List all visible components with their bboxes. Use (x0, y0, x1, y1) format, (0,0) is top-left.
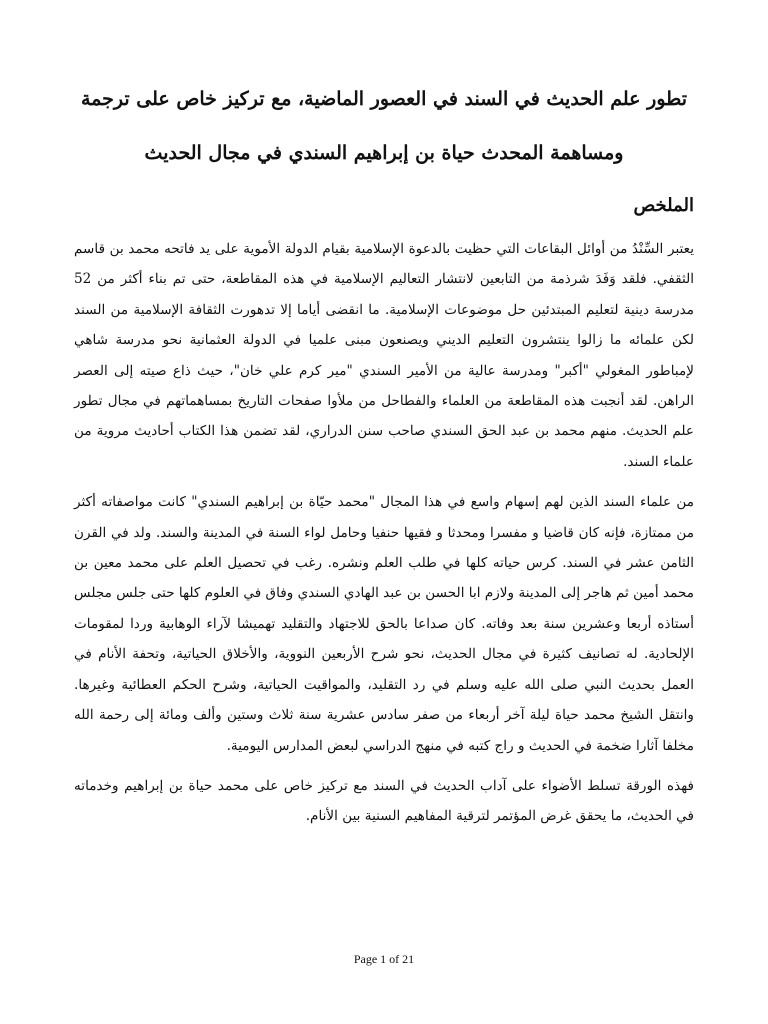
page-number: Page 1 of 21 (353, 952, 415, 966)
paragraph-3: فهذه الورقة تسلط الأضواء على آداب الحديث في السند مع تركيز خاص على محمد حياة بن إبراهيم وخدماته في الحديث، ما يحقق غرض المؤتمر لترقية المفاهيم السنية بين الأنام. (74, 777, 694, 825)
paragraph-2: من علماء السند الذين لهم إسهام واسع في هذا المجال "محمد حيّاة بن إبراهيم السندي" كانت مواصفاته أكثر من ممتازة، فإنه كان قاضيا و مفسرا ومحدثا و فقيها حنفيا وحامل لواء السنة في المدينة والسند. ولد في القرن الثامن عشر في السند. كرس حياته كلها في طلب العلم ونشره. رغب في تحصيل العلم على محمد معين بن محمد أمين ثم هاجر إلى المدينة ولازم ابا الحسن بن عبد الهادي السندي وفاق في العلوم كلها حتى جلس مجلس أستاذه أربعا وعشرين سنة بعد وفاته. كان صداعا بالحق للاجتهاد والتقليد تهميشا لآراء الوهابية وردا لمقومات الإلحادية. له تصانيف كثيرة في مجال الحديث، نحو شرح الأربعين النووية، والأخلاق الحياتية، وتحفة الأنام في العمل بحديث النبي صلى الله عليه وسلم في رد التقليد، والمواقيت الحياتية، وشرح الحكم العطائية وغيرها. وانتقل الشيخ محمد حياة ليلة آخر أربعاء من صفر سادس عشرية سنة ثلاث وستين وألف ومائة إلى رحمة الله مخلفا آثارا ضخمة في الحديث و راج كتبه في منهج الدراسي لبعض المدارس اليومية. (74, 494, 694, 754)
abstract-heading: الملخص (633, 195, 694, 216)
title-line-1: تطور علم الحديث في السند في العصور الماضية، مع تركيز خاص على ترجمة (80, 88, 688, 110)
paragraph-1: يعتبر السِّنْدُ من أوائل البقاعات التي حظيت بالدعوة الإسلامية بقيام الدولة الأموية على يد فاتحه محمد بن قاسم الثقفي. فلقد وَفَدَ شرذمة من التابعين لانتشار التعاليم الإسلامية في هذه المقاطعة، حتى تم بناء أكثر من 52 مدرسة دينية لتعليم المبتدئين حل موضوعات الإسلامية. ما انقضى أياما إلا تدهورت الثقافة الإسلامية من السند لكن علمائه ما زالوا ينتشرون التعليم الديني ويصنعون مبنى علميا في الدولة العثمانية نحو مدرسة شاهي لإمباطور المغولي "أكبر" ومدرسة عالية من الأمير السندي "مير كرم علي خان"، حيث ذاع صيته إلى العصر الراهن. لقد أنجبت هذه المقاطعة من العلماء والفطاحل من ملأوا صفحات التاريخ بمساهماتهم في مجال تطور علم الحديث. منهم محمد بن عبد الحق السندي صاحب سنن الدراري، لقد تضمن هذا الكتاب أحاديث مروية من علماء السند. (74, 241, 694, 470)
title-line-2: ومساهمة المحدث حياة بن إبراهيم السندي في مجال الحديث (144, 142, 624, 164)
